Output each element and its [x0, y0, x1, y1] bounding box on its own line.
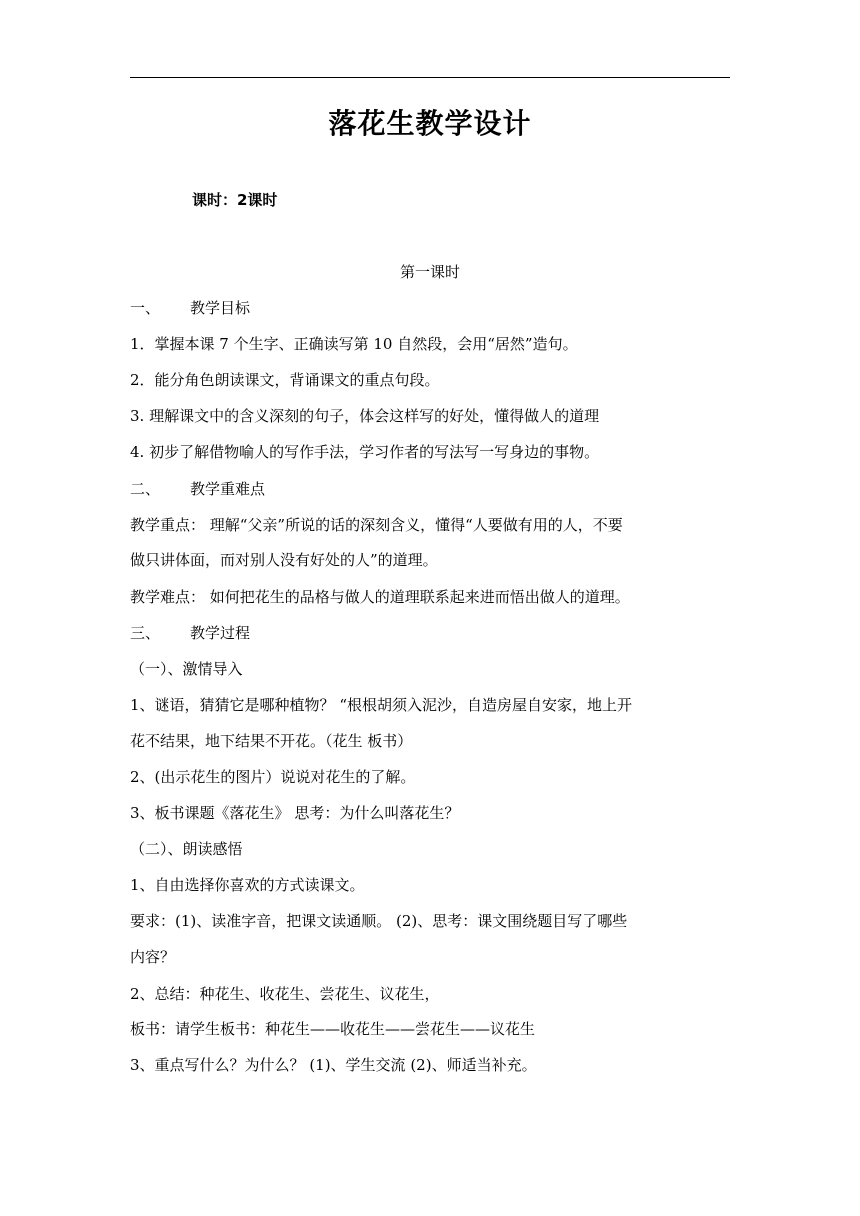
goal-item: 2．能分角色朗读课文，背诵课文的重点句段。: [130, 371, 440, 389]
goal-item: 1．掌握本课 7 个生字、正确读写第 10 自然段，会用“居然”造句。: [130, 335, 578, 353]
process-line: 要求：(1)、读准字音，把课文读通顺。 (2)、思考：课文围绕题目写了哪些: [130, 912, 628, 930]
document-title: 落花生教学设计: [328, 107, 532, 140]
key-point-line: 做只讲体面，而对别人没有好处的人”的道理。: [130, 551, 438, 569]
process-line: 1、谜语，猜猜它是哪种植物？ “根根胡须入泥沙，自造房屋自安家，地上开: [130, 696, 632, 714]
section-heading-text: 教学过程: [190, 624, 251, 642]
key-point-line: 教学重点： 理解“父亲”所说的话的深刻含义，懂得“人要做有用的人，不要: [130, 516, 623, 534]
section-keypoints-heading: [130, 478, 734, 500]
lesson-hours: 课时：2课时: [192, 191, 278, 209]
header-rule: [130, 77, 730, 78]
section-number: 二、: [130, 480, 161, 498]
goal-item: 3. 理解课文中的含义深刻的句子，体会这样写的好处，懂得做人的道理: [130, 407, 600, 425]
section-heading-text: 教学重难点: [190, 480, 266, 498]
process-line: 1、自由选择你喜欢的方式读课文。: [130, 876, 365, 894]
process-line: 2、总结：种花生、收花生、尝花生、议花生，: [130, 985, 440, 1003]
process-line: 花不结果，地下结果不开花。（花生 板书）: [130, 732, 413, 750]
first-period-heading: 第一课时: [399, 263, 460, 281]
goal-item: 4. 初步了解借物喻人的写作手法，学习作者的写法写一写身边的事物。: [130, 443, 600, 461]
process-line: 内容？: [130, 948, 176, 966]
section-process-heading: [130, 622, 734, 644]
process-line: 3、板书课题《落花生》 思考：为什么叫落花生？: [130, 804, 460, 822]
section-goals-heading: [130, 297, 734, 319]
difficult-point-line: 教学难点： 如何把花生的品格与做人的道理联系起来进而悟出做人的道理。: [130, 588, 630, 606]
process-line: 板书：请学生板书：种花生——收花生——尝花生——议花生: [130, 1020, 536, 1038]
section-number: 三、: [130, 624, 161, 642]
process-line: （一）、激情导入: [130, 660, 243, 678]
section-heading-text: 教学目标: [190, 299, 251, 317]
process-line: （二）、朗读感悟: [130, 840, 243, 858]
process-line: 2、(出示花生的图片）说说对花生的了解。: [130, 768, 416, 786]
section-number: 一、: [130, 299, 161, 317]
process-line: 3、重点写什么？为什么？ (1)、学生交流 (2)、师适当补充。: [130, 1056, 537, 1074]
